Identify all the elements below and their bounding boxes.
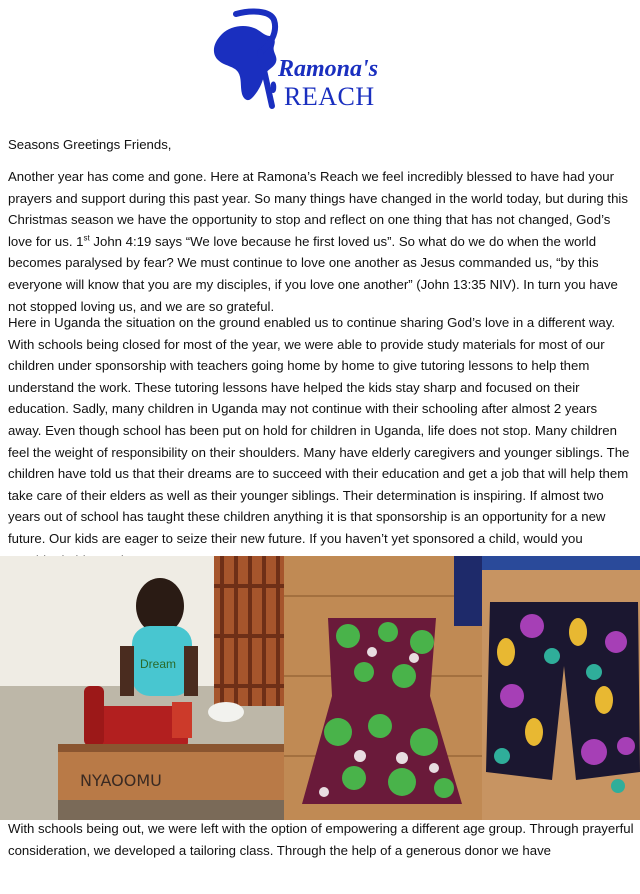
logo-text-reach: REACH — [284, 82, 375, 111]
letter-paragraph-2: Here in Uganda the situation on the ground enabled us to continue sharing God’s love in a different way. With schools being closed for most of the year, we were able to provide study materials for most of our children under sponsorship with teachers going home by home to give tutoring lessons to help them understand the work. These tutoring lessons have helped the kids stay sharp and focused on their education. Sadly, many children in Uganda may not continue with their schooling after almost 2 years away. Even though school has been put on hold for children in Uganda, life does not stop. Many children feel the weight of responsibility on their shoulders. Many have elderly caregivers and younger siblings. The children have told us that their dreams are to succeed with their education and get a job that will help them take care of their elders as well as their younger siblings. Their determination is inspiring. If almost two years out of school has taught these children anything it is that sponsorship is an opportunity for a new future. Our kids are eager to seize their new future. If you haven’t yet sponsored a child, would you — [8, 315, 630, 546]
svg-text:Dream: Dream — [140, 657, 177, 671]
letter-paragraph-1 — [8, 166, 634, 317]
ordinal-superscript: st — [83, 233, 90, 243]
photo-floral-shorts — [482, 556, 640, 820]
letter-greeting: Seasons Greetings Friends, — [8, 137, 172, 152]
desk-scrawl-text: NYAOOMU — [80, 771, 162, 790]
photo-green-purple-dress — [284, 556, 482, 820]
photo-girl-sewing-machine — [0, 556, 284, 820]
letter-paragraph-3: With schools being out, we were left with the option of empowering a different age group. Through prayerful consideration, we developed a tailoring class. Through the help of a generous donor we have — [8, 821, 634, 858]
paragraph-1-part-a: Another year has come and gone. Here at Ramona’s Reach we feel incredibly blessed to have had your prayers and support during this past year. So many things have changed in the world today, but during this Christmas season we have the opportunity to stop and reflect on one thing that has not changed, God’s love for us. 1 — [8, 169, 628, 249]
logo-text-ramonas: Ramona's — [278, 56, 379, 82]
photo-strip — [0, 556, 640, 820]
paragraph-1-part-b: John 4:19 says “We love because he first loved us”. So what do we do when the world becomes paralysed by fear? We must continue to love one another as Jesus commanded us, “by this everyone will know that you are my disciples, if you love one another” (John 13:35 NIV). In turn you have not stopped loving us, and we are so grateful. — [8, 233, 618, 314]
ramonas-reach-logo — [200, 6, 390, 118]
